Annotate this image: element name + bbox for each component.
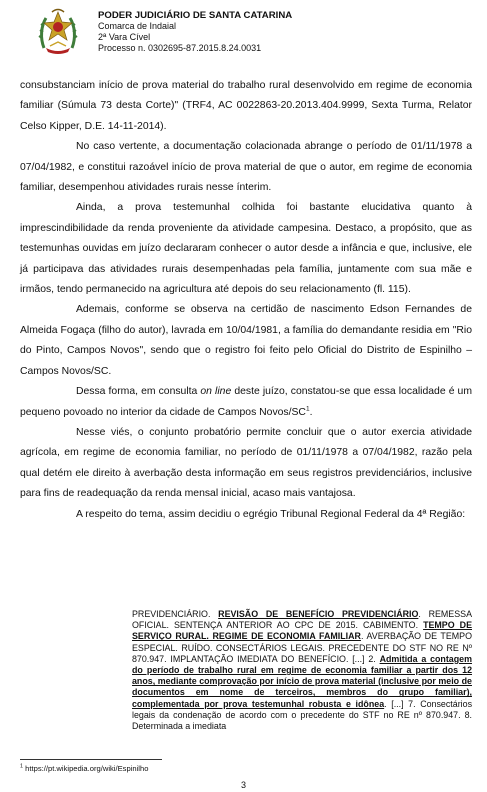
- paragraph-5-text-b: deste juízo, constatou-se que essa localidade é um pequeno povoado no interior da cidade de Campos Novos/SC: [20, 386, 472, 418]
- citation-part-4: TEMPO DE SERVIÇO RURAL. REGIME DE ECONOMIA FAMILIAR: [132, 620, 472, 642]
- paragraph-6: Nesse viés, o conjunto probatório permite concluir que o autor exercia atividade agrícola, em regime de economia familiar, no período de 01/11/1978 a 07/04/1982, razão pela qual detém ele direito à averbação desta informação em seus registros previdenciários, inclusive para fins de readequação da renda mensal inicial, acaso mais vantajosa.: [20, 426, 472, 500]
- footnote-ref[interactable]: 1: [305, 405, 310, 413]
- paragraph-3: Ainda, a prova testemunhal colhida foi bastante elucidativa quanto à imprescindibilidade da renda proveniente da atividade campesina. Destaco, a propósito, que as testemunhas ouvidas em juízo declararam conhecer o autor desde a infância e que, inclusive, ele já participava das atividades rurais desempenhadas pela família, juntamente com sua mãe e irmãos, tendo permanecido na agricultura até depois do seu relacionamento (fl. 115).: [20, 202, 472, 296]
- footnote-separator: [20, 759, 162, 760]
- citation-part-3: . REMESSA OFICIAL. SENTENÇA ANTERIOR AO CPC DE 2015. CABIMENTO.: [132, 609, 472, 631]
- page-number: 3: [240, 780, 246, 790]
- citation-text: [132, 609, 472, 732]
- vara-name: 2ª Vara Cível: [98, 32, 151, 42]
- paragraph-2: No caso vertente, a documentação colacionada abrange o período de 01/11/1978 a 07/04/1982, e constitui razoável início de prova material de que o autor, em regime de economia familiar, desempenhou atividades rurais nesse ínterim.: [20, 141, 472, 194]
- citation-part-5: . AVERBAÇÃO DE TEMPO ESPECIAL. RUÍDO. CONSECTÁRIOS LEGAIS. PRECEDENTE DO STF NO RE Nº 870.947. IMPLANTAÇÃO IMEDIATA DO BENEFÍCIO. [...] 2.: [132, 631, 472, 664]
- document-header: [38, 8, 458, 60]
- document-body: [20, 76, 472, 525]
- citation-part-6: Admitida a contagem do período de trabalho rural em regime de economia familiar a partir dos 12 anos, mediante comprovação por início de prova material (inclusive por meio de documentos em nome de terceiros, membros do grupo familiar), complementada por prova testemunhal robusta e idônea: [132, 653, 472, 709]
- header-text-block: [98, 10, 292, 54]
- jurisprudence-citation: [132, 609, 472, 732]
- process-number: Processo n. 0302695-87.2015.8.24.0031: [98, 43, 262, 53]
- paragraph-7: A respeito do tema, assim decidiu o egrégio Tribunal Regional Federal da 4ª Região:: [76, 508, 466, 520]
- footnote: [20, 764, 148, 773]
- paragraph-5: [20, 382, 472, 423]
- citation-part-2: REVISÃO DE BENEFÍCIO PREVIDENCIÁRIO: [218, 609, 419, 619]
- citation-part-1: PREVIDENCIÁRIO.: [132, 609, 219, 619]
- paragraph-1: consubstanciam início de prova material do trabalho rural desenvolvido em regime de economia familiar (Súmula 73 desta Corte)" (TRF4, AC 0022863-20.2013.404.9999, Sexta Turma, Relator Celso Kipper, D.E. 14-11-2014).: [20, 80, 472, 132]
- paragraph-5-text-a: Dessa forma, em consulta: [76, 386, 201, 398]
- footnote-number: 1: [20, 763, 24, 770]
- paragraph-5-emphasis: on line: [200, 386, 232, 398]
- paragraph-4: Ademais, conforme se observa na certidão de nascimento Edson Fernandes de Almeida Fogaça (filho do autor), lavrada em 10/04/1981, a família do demandante residia em "Rio do Pinto, Campos Novos", sendo que o registro foi feito pelo Oficial do Distrito de Espinilho – Campos Novos/SC.: [20, 304, 472, 377]
- comarca-name: Comarca de Indaial: [98, 21, 177, 31]
- santa-catarina-coat-of-arms-icon: [38, 8, 78, 54]
- footnote-link[interactable]: https://pt.wikipedia.org/wiki/Espinilho: [23, 764, 149, 773]
- citation-part-7: . [...] 7. Consectários legais da condenação de acordo com o precedente do STF no RE nº 870.947. 8. Determinada a imediata: [132, 698, 473, 732]
- paragraph-5-text-c: .: [309, 406, 313, 418]
- court-name: PODER JUDICIÁRIO DE SANTA CATARINA: [98, 10, 293, 21]
